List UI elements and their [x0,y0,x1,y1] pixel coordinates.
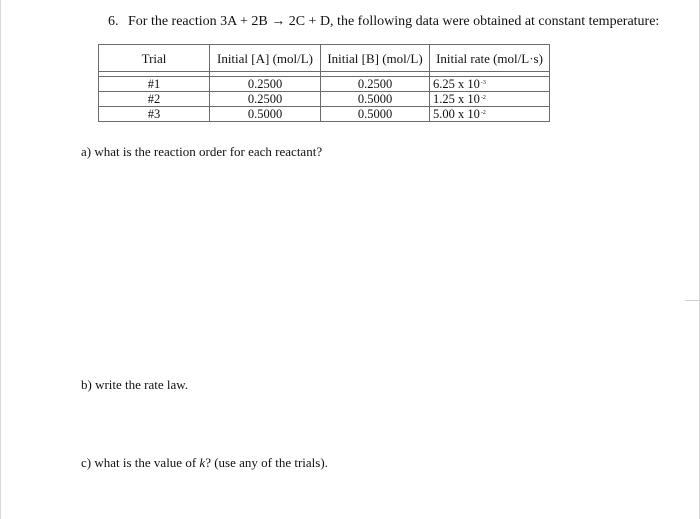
conc-b-cell: 0.2500 [321,77,430,92]
conc-a-cell: 0.5000 [210,107,321,122]
question-6 [108,14,659,30]
part-c-prompt [81,455,328,471]
table-header-row [99,45,550,72]
question-text: For the reaction 3A + 2B → 2C + D, the following data were obtained at constant temperature: [128,14,660,29]
header-initial-rate: Initial rate (mol/L·s) [430,45,550,72]
header-trial: Trial [99,45,210,72]
rate-cell [430,92,550,107]
conc-a-cell: 0.2500 [210,92,321,107]
part-a-prompt: a) what is the reaction order for each reactant? [81,144,323,159]
conc-b-cell: 0.5000 [321,92,430,107]
table-row [99,107,550,122]
question-number: 6. [108,14,119,29]
table-row [99,77,550,92]
trial-cell: #2 [99,92,210,107]
rate-cell [430,107,550,122]
header-initial-b: Initial [B] (mol/L) [321,45,430,72]
rate-mantissa: 1.25 x 10 [433,92,480,106]
rate-exponent: -2 [480,95,486,101]
trial-cell: #1 [99,77,210,92]
conc-a-cell: 0.2500 [210,77,321,92]
part-b-prompt: b) write the rate law. [81,377,189,392]
rate-constant-symbol: k [199,455,206,470]
header-initial-a: Initial [A] (mol/L) [210,45,321,72]
data-table [98,44,550,122]
conc-b-cell: 0.5000 [321,107,430,122]
rate-exponent: -2 [480,110,486,116]
table-row [99,92,550,107]
rate-mantissa: 5.00 x 10 [433,107,480,121]
rate-mantissa: 6.25 x 10 [433,77,480,91]
rate-exponent: -3 [480,80,486,86]
page-edge-mark [685,300,699,301]
part-c-text-end: ? (use any of the trials). [205,455,328,470]
trial-cell: #3 [99,107,210,122]
part-c-text-start: c) what is the value of [81,455,200,470]
rate-cell [430,77,550,92]
